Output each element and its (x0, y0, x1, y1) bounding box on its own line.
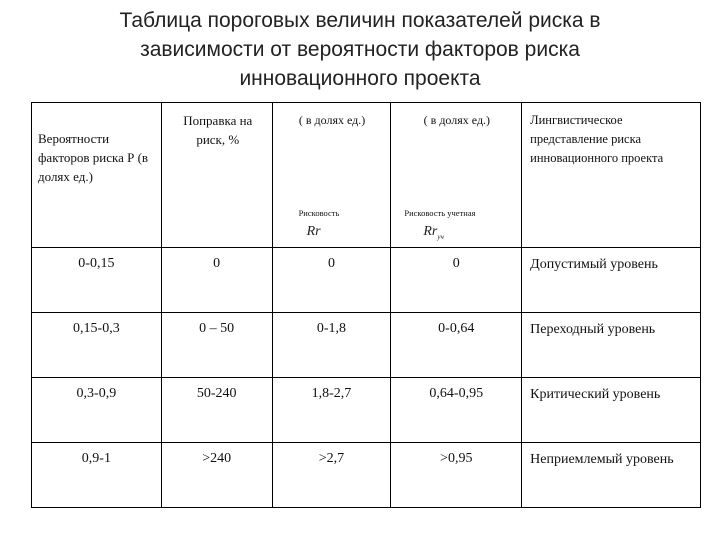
table-row (32, 443, 701, 508)
cell-level: Допустимый уровень (522, 248, 701, 313)
cell-accounted-riskiness: >0,95 (391, 443, 522, 508)
header-probability-label: Вероятности факторов риска Р (в долях ед.) (38, 131, 149, 184)
title-line-2: зависимости от вероятности факторов риска (140, 38, 580, 61)
header-row (32, 103, 701, 248)
header-accounted-riskiness-label: Рисковость учетная (404, 208, 476, 218)
cell-probability: 0,3-0,9 (32, 378, 162, 443)
cell-probability: 0,15-0,3 (32, 313, 162, 378)
header-riskiness-unit: ( в долях ед.) (298, 113, 366, 127)
header-accounted-riskiness-unit: ( в долях ед.) (423, 113, 491, 127)
cell-correction: 50-240 (161, 378, 272, 443)
header-linguistic-label: Лингвистическое представление риска инновационного проекта (530, 113, 664, 165)
header-cell-probability (32, 103, 162, 248)
table-row (32, 378, 701, 443)
title-line-1: Таблица пороговых величин показателей риска в (119, 9, 601, 32)
header-cell-linguistic (522, 103, 701, 248)
cell-correction: >240 (161, 443, 272, 508)
header-cell-accounted-riskiness (391, 103, 522, 248)
cell-level: Неприемлемый уровень (522, 443, 701, 508)
cell-probability: 0-0,15 (32, 248, 162, 313)
header-riskiness-label: Рисковость (298, 208, 340, 218)
table-row (32, 313, 701, 378)
cell-correction: 0 (161, 248, 272, 313)
cell-riskiness: 0-1,8 (272, 313, 391, 378)
risk-threshold-table (31, 102, 701, 508)
header-correction-label: Поправка на риск, % (183, 113, 253, 147)
cell-level: Критический уровень (522, 378, 701, 443)
header-riskiness-symbol: Rr (306, 224, 321, 239)
title-line-3: инновационного проекта (239, 67, 481, 90)
cell-probability: 0,9-1 (32, 443, 162, 508)
cell-riskiness: >2,7 (272, 443, 391, 508)
cell-level: Переходный уровень (522, 313, 701, 378)
header-cell-riskiness (272, 103, 391, 248)
cell-accounted-riskiness: 0,64-0,95 (391, 378, 522, 443)
header-cell-correction (161, 103, 272, 248)
cell-correction: 0 – 50 (161, 313, 272, 378)
table-row (32, 248, 701, 313)
page-title (0, 6, 720, 93)
header-accounted-riskiness-symbol: $Rr_{уч}$ (423, 224, 444, 241)
cell-accounted-riskiness: 0-0,64 (391, 313, 522, 378)
cell-riskiness: 0 (272, 248, 391, 313)
cell-accounted-riskiness: 0 (391, 248, 522, 313)
cell-riskiness: 1,8-2,7 (272, 378, 391, 443)
